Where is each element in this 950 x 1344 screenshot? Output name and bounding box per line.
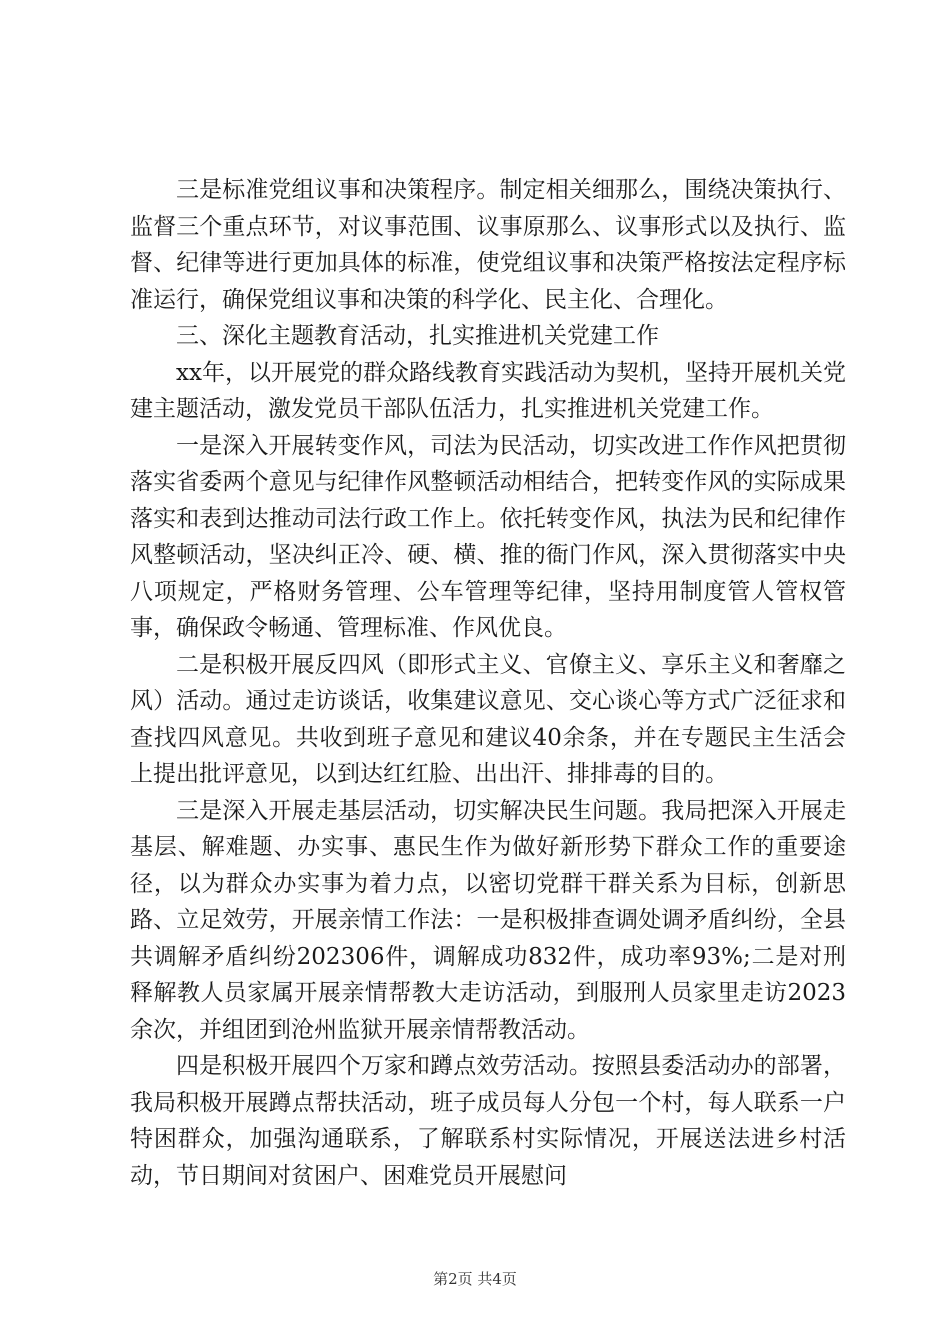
section-heading-three: 三、深化主题教育活动，扎实推进机关党建工作 [176,323,659,349]
paragraph-item-one: 一是深入开展转变作风，司法为民活动，切实改进工作作风把贯彻落实省委两个意见与纪律作风整顿活动相结合，把转变作风的实际成果落实和表到达推动司法行政工作上。依托转变作风，执法为民和纪律作风整顿活动，坚决纠正冷、硬、横、推的衙门作风，深入贯彻落实中央八项规定，严格财务管理、公车管理等纪律，坚持用制度管人管权管事，确保政令畅通、管理标准、作风优良。 [130,432,846,641]
paragraph-item-three: 三是深入开展走基层活动，切实解决民生问题。我局把深入开展走基层、解难题、办实事、惠民生作为做好新形势下群众工作的重要途径，以为群众办实事为着力点，以密切党群干群关系为目标，创新思路、立足效劳，开展亲情工作法：一是积极排查调处调矛盾纠纷，全县共调解矛盾纠纷202306件，调解成功832件，成功率93%;二是对刑释解教人员家属开展亲情帮教大走访活动，到服刑人员家里走访2023余次，并组团到沧州监狱开展亲情帮教活动。 [130,797,846,1043]
paragraph-standardize-procedures: 三是标准党组议事和决策程序。制定相关细那么，围绕决策执行、监督三个重点环节，对议事范围、议事原那么、议事形式以及执行、监督、纪律等进行更加具体的标准，使党组议事和决策严格按法定程序标准运行，确保党组议事和决策的科学化、民主化、合理化。 [130,177,846,313]
document-body [130,172,846,1194]
page-footer: 第2页 共4页 [433,1270,517,1288]
paragraph-item-two: 二是积极开展反四风（即形式主义、官僚主义、享乐主义和奢靡之风）活动。通过走访谈话，收集建议意见、交心谈心等方式广泛征求和查找四风意见。共收到班子意见和建议40余条，并在专题民主生活会上提出批评意见，以到达红红脸、出出汗、排排毒的目的。 [130,651,846,787]
paragraph-section-intro: xx年，以开展党的群众路线教育实践活动为契机，坚持开展机关党建主题活动，激发党员干部队伍活力，扎实推进机关党建工作。 [130,359,846,422]
paragraph-item-four: 四是积极开展四个万家和蹲点效劳活动。按照县委活动办的部署，我局积极开展蹲点帮扶活动，班子成员每人分包一个村，每人联系一户特困群众，加强沟通联系，了解联系村实际情况，开展送法进乡村活动，节日期间对贫困户、困难党员开展慰问 [130,1053,846,1189]
